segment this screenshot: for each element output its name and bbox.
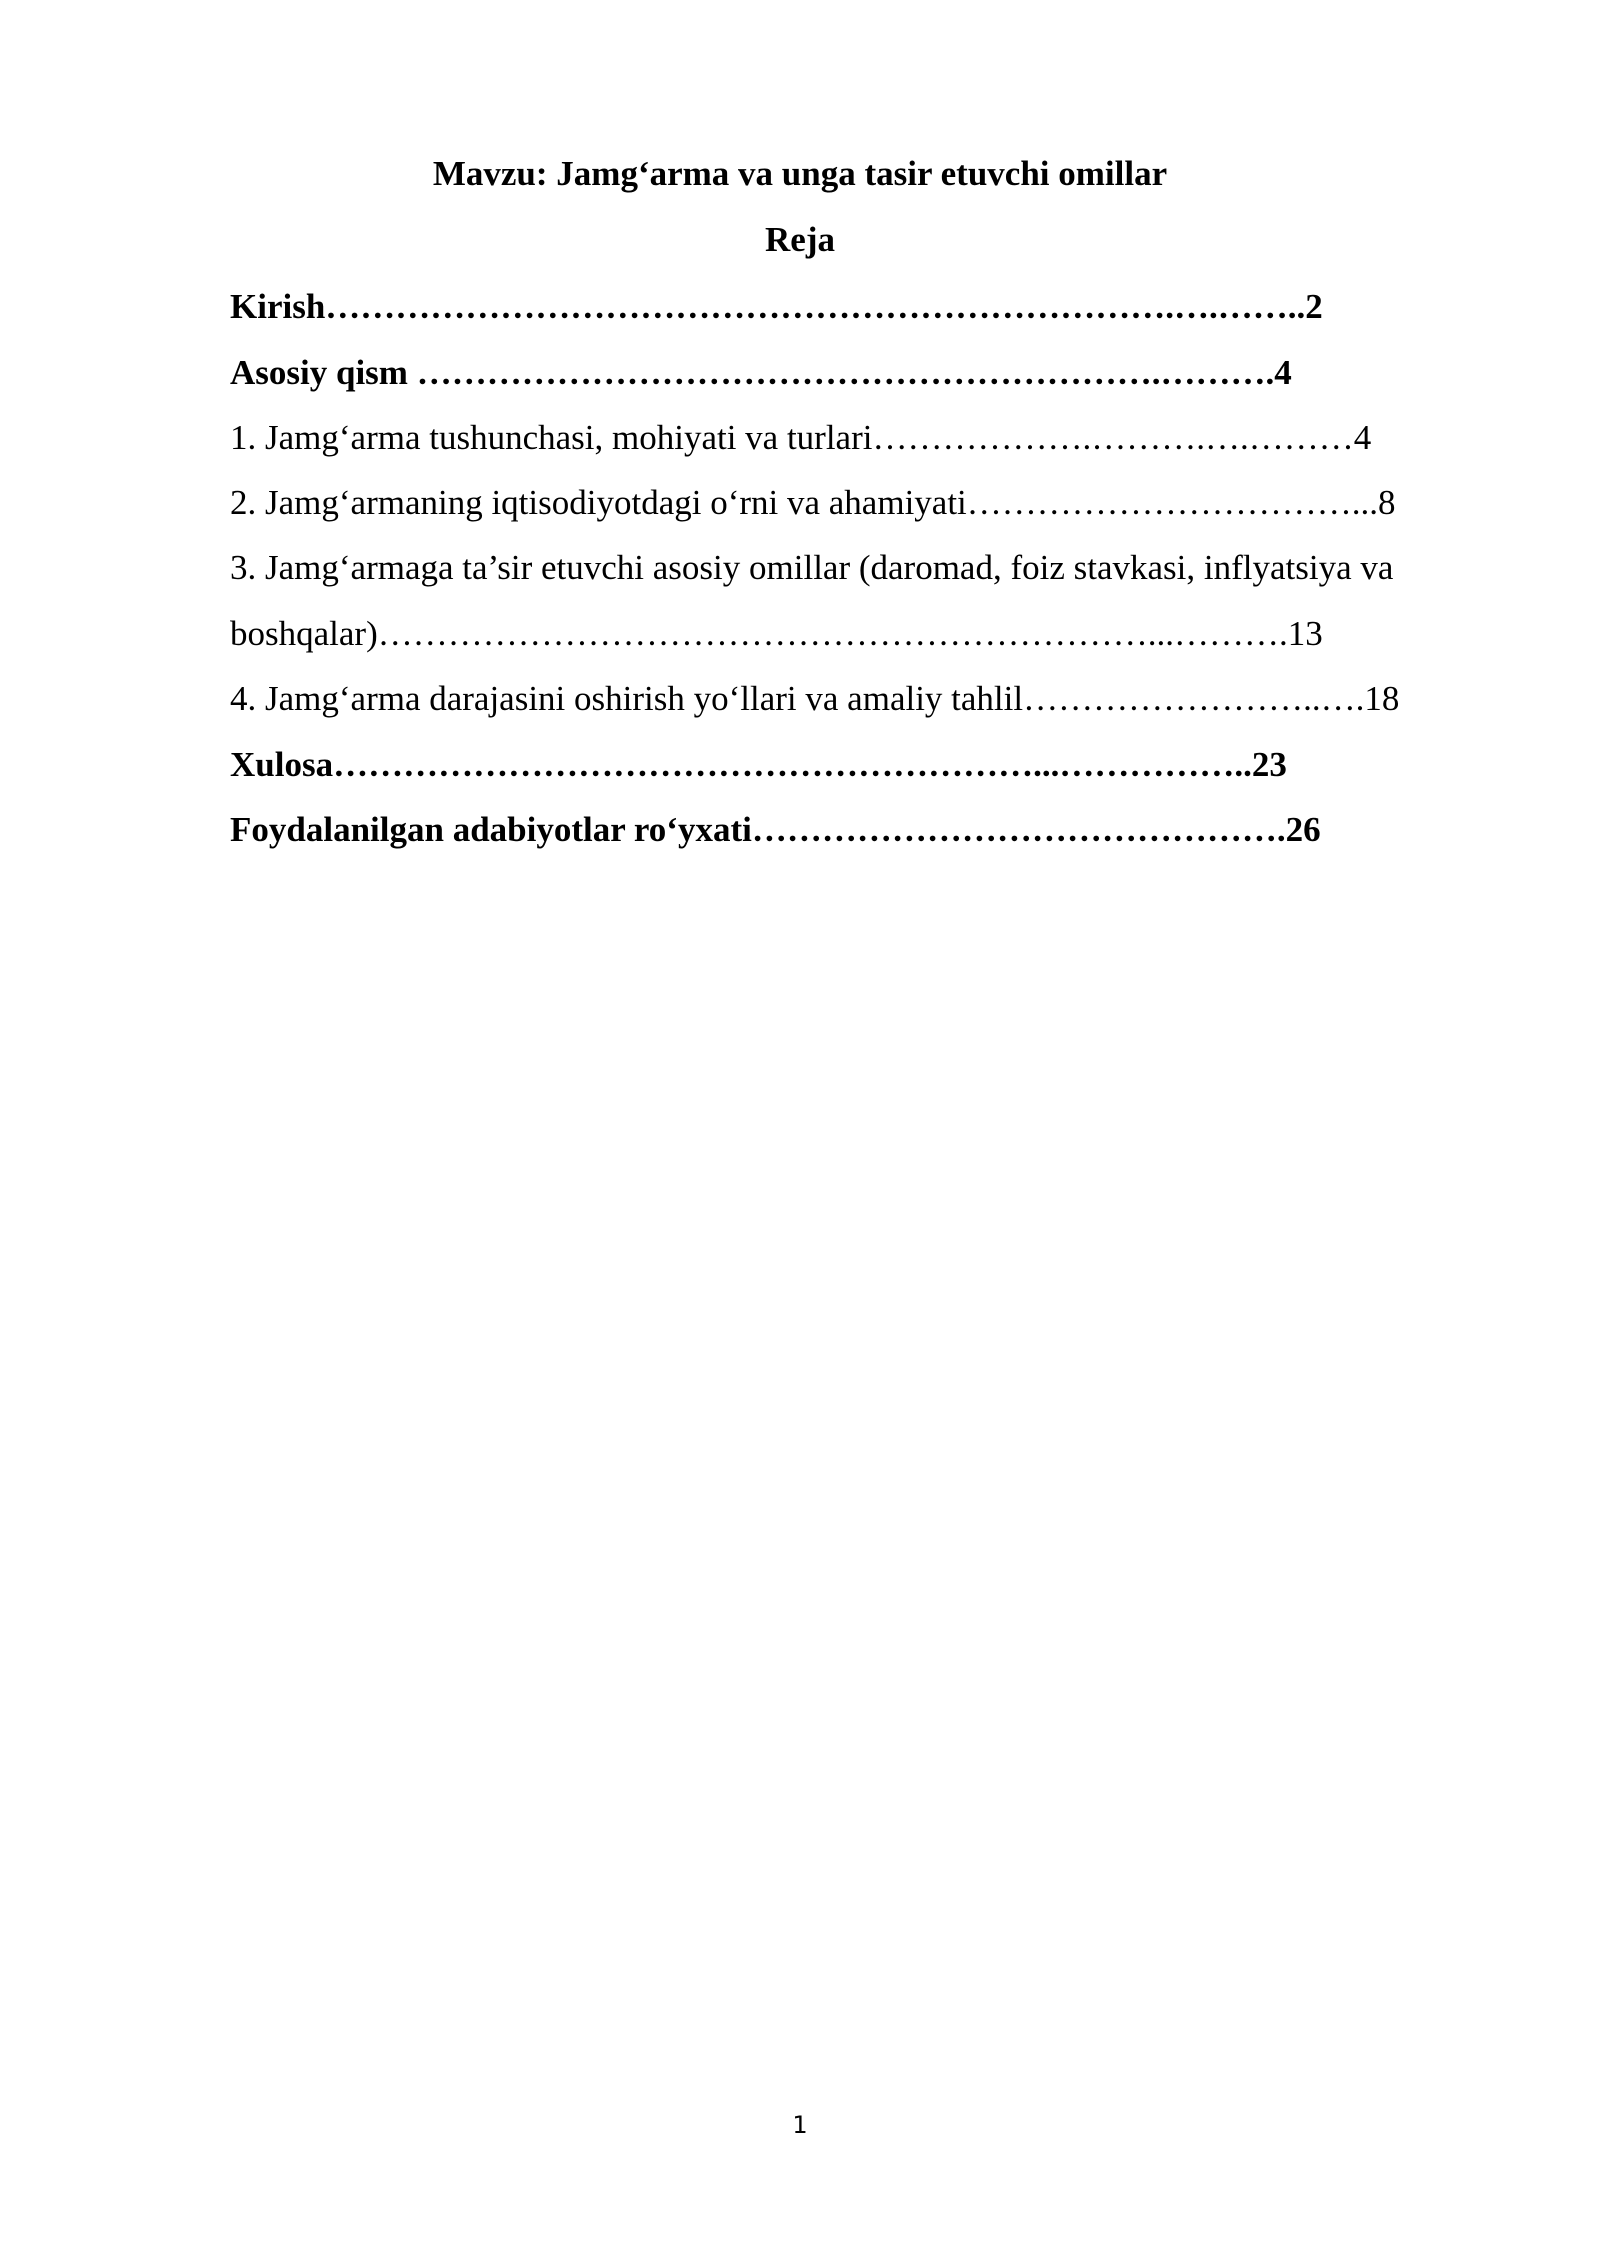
document-title: Mavzu: Jamg‘arma va unga tasir etuvchi omillar <box>432 154 1168 193</box>
toc-entry-2: 2. Jamg‘armaning iqtisodiyotdagi o‘rni va ahamiyati……………………………...8 <box>230 483 1396 522</box>
toc-entry-1: 1. Jamg‘arma tushunchasi, mohiyati va turlari……………….……….….………4 <box>230 418 1372 457</box>
toc-entry-4: 4. Jamg‘arma darajasini oshirish yo‘llari va amaliy tahlil……………………..….18 <box>230 679 1400 718</box>
toc-entry-3-continued: boshqalar)…………………………………………………………...……….13 <box>230 614 1323 653</box>
toc-entry-3: 3. Jamg‘armaga ta’sir etuvchi asosiy omillar (daromad, foiz stavkasi, inflyatsiya va <box>230 548 1394 587</box>
plan-heading: Reja <box>765 220 835 259</box>
page-number: 1 <box>792 2111 808 2139</box>
toc-entry-asosiy-qism: Asosiy qism ……………………………………………………….……….4 <box>230 353 1292 392</box>
toc-entry-xulosa: Xulosa……………………………………………………...……………..23 <box>230 745 1287 784</box>
toc-entry-adabiyotlar: Foydalanilgan adabiyotlar ro‘yxati……………………………………….26 <box>230 810 1321 849</box>
toc-entry-kirish: Kirish……………………………………………………………….….……..2 <box>230 287 1323 326</box>
